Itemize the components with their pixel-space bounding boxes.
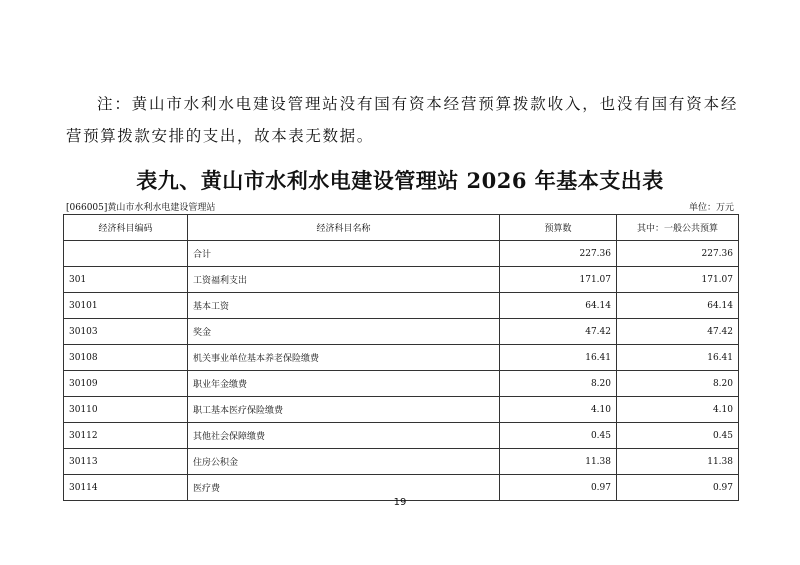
cell-name: 职工基本医疗保险缴费: [188, 397, 500, 423]
table-row: [64, 267, 739, 293]
table-header-row: [64, 215, 739, 241]
cell-budget: 4.10: [500, 397, 617, 423]
cell-general: 4.10: [617, 397, 739, 423]
cell-general: 8.20: [617, 371, 739, 397]
note-paragraph: 注：黄山市水利水电建设管理站没有国有资本经营预算拨款收入，也没有国有资本经营预算拨款安排的支出，故本表无数据。: [66, 95, 738, 145]
cell-name: 合计: [188, 241, 500, 267]
cell-code: 30113: [64, 449, 188, 475]
column-header-name: 经济科目名称: [188, 215, 500, 241]
cell-name: 职业年金缴费: [188, 371, 500, 397]
table-row: [64, 319, 739, 345]
cell-name: 其他社会保障缴费: [188, 423, 500, 449]
column-header-general-budget: 其中：一般公共预算: [617, 215, 739, 241]
cell-name: 医疗费: [188, 475, 500, 501]
cell-budget: 0.97: [500, 475, 617, 501]
unit-code: [066005]黄山市水利水电建设管理站: [66, 203, 216, 213]
cell-budget: 0.45: [500, 423, 617, 449]
table-row: [64, 345, 739, 371]
cell-code: 30114: [64, 475, 188, 501]
cell-code: 30109: [64, 371, 188, 397]
table-row: [64, 371, 739, 397]
cell-code: 30101: [64, 293, 188, 319]
expenditure-table: [63, 214, 739, 501]
cell-name: 机关事业单位基本养老保险缴费: [188, 345, 500, 371]
cell-general: 16.41: [617, 345, 739, 371]
table-row: [64, 423, 739, 449]
table-title: 表九、黄山市水利水电建设管理站 2026 年基本支出表: [136, 168, 664, 193]
cell-name: 基本工资: [188, 293, 500, 319]
cell-budget: 8.20: [500, 371, 617, 397]
cell-code: [64, 241, 188, 267]
cell-code: 30103: [64, 319, 188, 345]
cell-general: 47.42: [617, 319, 739, 345]
table-row: [64, 241, 739, 267]
cell-name: 住房公积金: [188, 449, 500, 475]
table-row: [64, 397, 739, 423]
cell-name: 奖金: [188, 319, 500, 345]
unit-label: 单位：万元: [688, 203, 734, 213]
cell-budget: 171.07: [500, 267, 617, 293]
cell-general: 0.45: [617, 423, 739, 449]
table-row: [64, 293, 739, 319]
cell-name: 工资福利支出: [188, 267, 500, 293]
cell-general: 171.07: [617, 267, 739, 293]
column-header-budget: 预算数: [500, 215, 617, 241]
cell-budget: 227.36: [500, 241, 617, 267]
cell-budget: 16.41: [500, 345, 617, 371]
cell-general: 64.14: [617, 293, 739, 319]
cell-code: 30112: [64, 423, 188, 449]
cell-budget: 47.42: [500, 319, 617, 345]
cell-code: 301: [64, 267, 188, 293]
cell-general: 11.38: [617, 449, 739, 475]
cell-budget: 64.14: [500, 293, 617, 319]
cell-code: 30108: [64, 345, 188, 371]
cell-general: 0.97: [617, 475, 739, 501]
cell-code: 30110: [64, 397, 188, 423]
page-number: 19: [393, 497, 407, 508]
table-row: [64, 449, 739, 475]
column-header-code: 经济科目编码: [64, 215, 188, 241]
cell-general: 227.36: [617, 241, 739, 267]
cell-budget: 11.38: [500, 449, 617, 475]
